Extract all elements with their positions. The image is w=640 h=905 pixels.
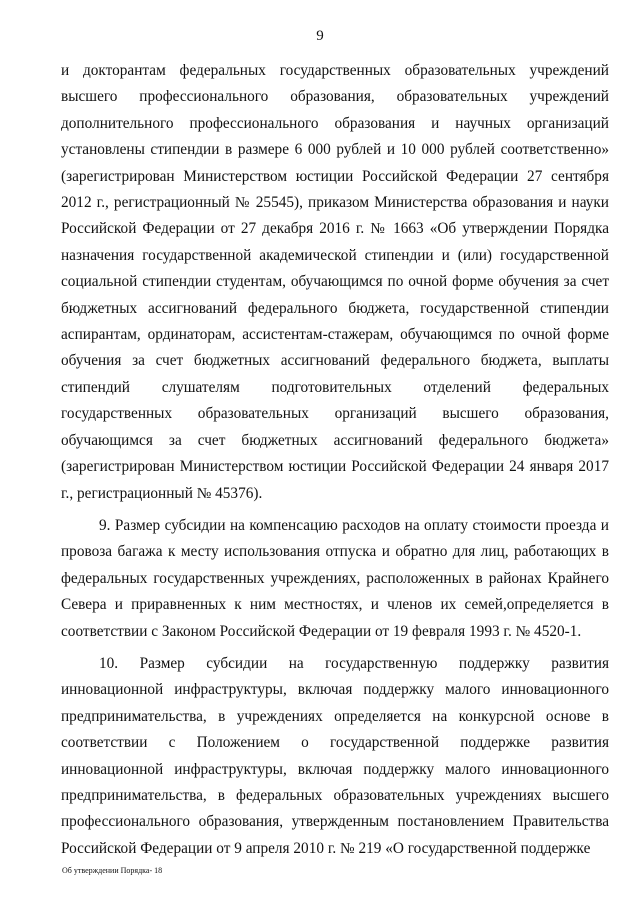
document-body	[61, 58, 609, 862]
footer-note: Об утверждении Порядка- 18	[62, 866, 163, 875]
page-number: 9	[316, 28, 324, 44]
paragraph-item-10: 10. Размер субсидии на государственную поддержку развития инновационной инфраструктуры, включая поддержку малого инновационного предпринимательства, в учреждениях определяется на конкурсной основе в соответствии с Положением о государственной поддержке развития инновационной инфраструктуры, включая поддержку малого инновационного предпринимательства, в федеральных образовательных учреждениях высшего профессионального образования, утвержденным постановлением Правительства Российской Федерации от 9 апреля 2010 г. № 219 «О государственной поддержке	[61, 654, 609, 857]
paragraph-continuation: и докторантам федеральных государственных образовательных учреждений высшего профессионального образования, образовательных учреждений дополнительного профессионального образования и научных организаций установлены стипендии в размере 6 000 рублей и 10 000 рублей соответственно» (зарегистрирован Министерством юстиции Российской Федерации 27 сентября 2012 г., регистрационный № 25545), приказом Министерства образования и науки Российской Федерации от 27 декабря 2016 г. № 1663 «Об утверждении Порядка назначения государственной академической стипендии и (или) государственной социальной стипендии студентам, обучающимся по очной форме обучения за счет бюджетных ассигнований федерального бюджета, государственной стипендии аспирантам, ординаторам, ассистентам-стажерам, обучающимся по очной форме обучения за счет бюджетных ассигнований федерального бюджета, выплаты стипендий слушателям подготовительных отделений федеральных государственных образовательных организаций высшего образования, обучающимся за счет бюджетных ассигнований федерального бюджета» (зарегистрирован Министерством юстиции Российской Федерации 24 января 2017 г., регистрационный № 45376).	[61, 62, 609, 502]
paragraph-item-9: 9. Размер субсидии на компенсацию расходов на оплату стоимости проезда и провоза багажа к месту использования отпуска и обратно для лиц, работающих в федеральных государственных учреждениях, расположенных в районах Крайнего Севера и приравненных к ним местностях, и членов их семей,определяется в соответствии с Законом Российской Федерации от 19 февраля 1993 г. № 4520-1.	[61, 516, 609, 640]
